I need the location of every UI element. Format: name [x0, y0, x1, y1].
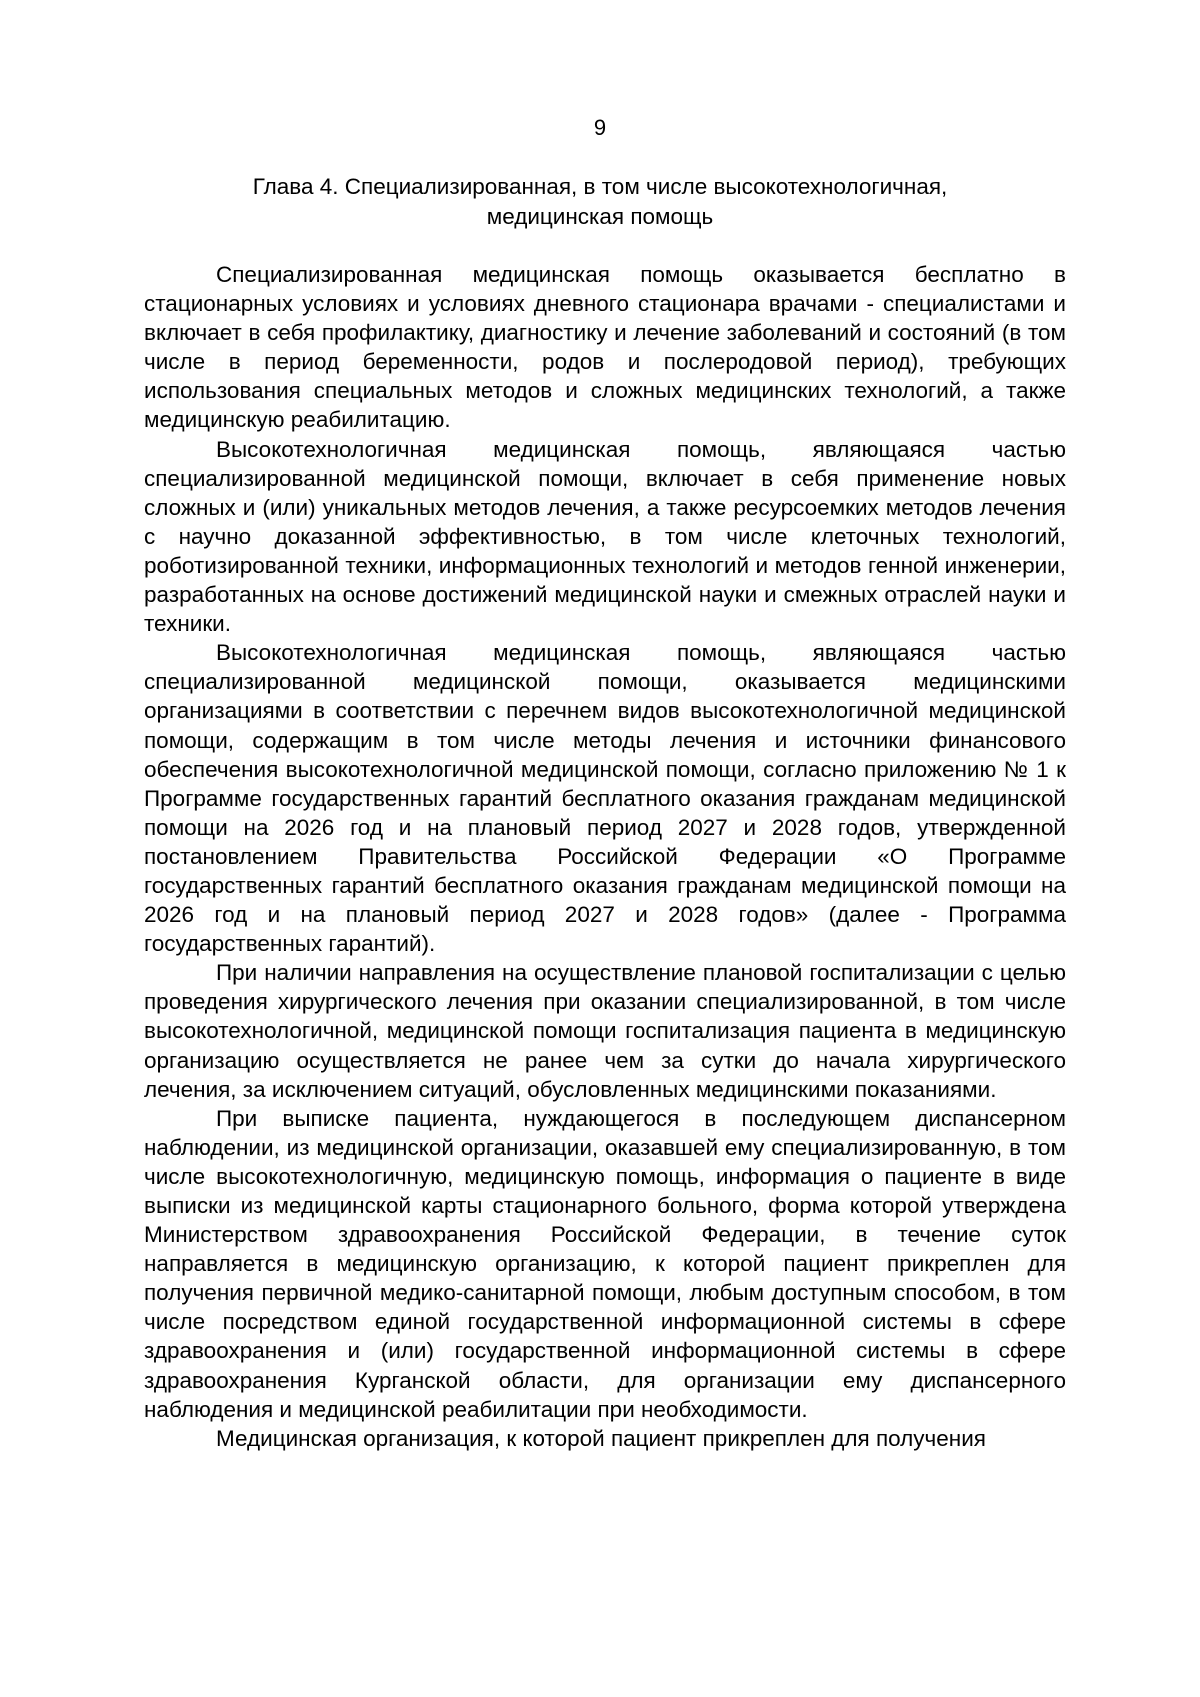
document-body	[144, 260, 1066, 1453]
paragraph: Специализированная медицинская помощь оказывается бесплатно в стационарных условиях и условиях дневного стационара врачами - специалистами и включает в себя профилактику, диагностику и лечение заболеваний и состояний (в том числе в период беременности, родов и послеродовой период), требующих использования специальных методов и сложных медицинских технологий, а также медицинскую реабилитацию.	[144, 262, 1066, 433]
chapter-title-line: Глава 4. Специализированная, в том числе высокотехнологичная,	[252, 174, 948, 199]
page-number: 9	[593, 115, 607, 140]
paragraph: При наличии направления на осуществление плановой госпитализации с целью проведения хирургического лечения при оказании специализированной, в том числе высокотехнологичной, медицинской помощи госпитализация пациента в медицинскую организацию осуществляется не ранее чем за сутки до начала хирургического лечения, за исключением ситуаций, обусловленных медицинскими показаниями.	[144, 960, 1066, 1102]
paragraph: Высокотехнологичная медицинская помощь, являющаяся частью специализированной медицинской помощи, включает в себя применение новых сложных и (или) уникальных методов лечения, а также ресурсоемких методов лечения с научно доказанной эффективностью, в том числе клеточных технологий, роботизированной техники, информационных технологий и методов генной инженерии, разработанных на основе достижений медицинской науки и смежных отраслей науки и техники.	[144, 436, 1066, 637]
paragraph: При выписке пациента, нуждающегося в последующем диспансерном наблюдении, из медицинской организации, оказавшей ему специализированную, в том числе высокотехнологичную, медицинскую помощь, информация о пациенте в виде выписки из медицинской карты стационарного больного, форма которой утверждена Министерством здравоохранения Российской Федерации, в течение суток направляется в медицинскую организацию, к которой пациент прикреплен для получения первичной медико-санитарной помощи, любым доступным способом, в том числе посредством единой государственной информационной системы в сфере здравоохранения и (или) государственной информационной системы в сфере здравоохранения Курганской области, для организации ему диспансерного наблюдения и медицинской реабилитации при необходимости.	[144, 1105, 1066, 1422]
paragraph: Медицинская организация, к которой пациент прикреплен для получения	[216, 1425, 986, 1451]
paragraph: Высокотехнологичная медицинская помощь, являющаяся частью специализированной медицинской помощи, оказывается медицинскими организациями в соответствии с перечнем видов высокотехнологичной медицинской помощи, содержащим в том числе методы лечения и источники финансового обеспечения высокотехнологичной медицинской помощи, согласно приложению № 1 к Программе государственных гарантий бесплатного оказания гражданам медицинской помощи на 2026 год и на плановый период 2027 и 2028 годов, утвержденной постановлением Правительства Российской Федерации «О Программе государственных гарантий бесплатного оказания гражданам медицинской помощи на 2026 год и на плановый период 2027 и 2028 годов» (далее - Программа государственных гарантий).	[144, 640, 1066, 957]
chapter-title-line: медицинская помощь	[486, 204, 714, 229]
chapter-title	[130, 172, 1070, 232]
